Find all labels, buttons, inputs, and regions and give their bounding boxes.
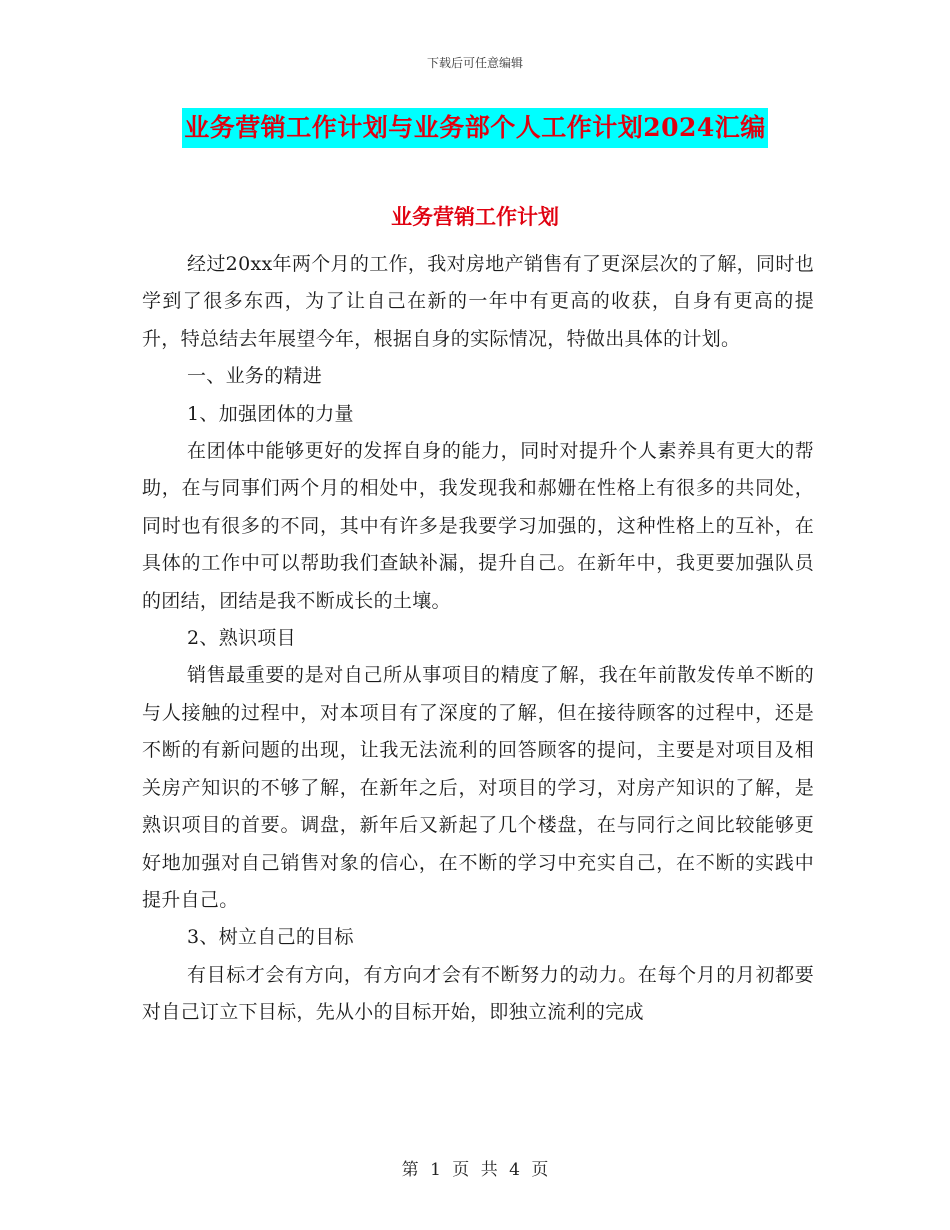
document-title-container: [0, 108, 950, 148]
heading-set-goals: 3、树立自己的目标: [187, 926, 354, 949]
document-body: [142, 246, 814, 1032]
document-title: 业务营销工作计划与业务部个人工作计划2024汇编: [182, 108, 768, 148]
heading-business-advancement: 一、业务的精进: [187, 365, 323, 388]
paragraph-team-strength: 在团体中能够更好的发挥自身的能力，同时对提升个人素养具有更大的帮助，在与同事们两个月的相处中，我发现我和郝姗在性格上有很多的共同处，同时也有很多的不同，其中有许多是我要学习加强的，这种性格上的互补，在具体的工作中可以帮助我们查缺补漏，提升自己。在新年中，我更要加强队员的团结，团结是我不断成长的土壤。: [142, 440, 814, 612]
paragraph-set-goals: 有目标才会有方向，有方向才会有不断努力的动力。在每个月的月初都要对自己订立下目标，先从小的目标开始，即独立流利的完成: [142, 963, 814, 1024]
heading-team-strength: 1、加强团体的力量: [187, 402, 354, 425]
header-note: 下载后可任意编辑: [426, 56, 523, 70]
paragraph-intro: 经过20xx年两个月的工作，我对房地产销售有了更深层次的了解，同时也学到了很多东西，为了让自己在新的一年中有更高的收获，自身有更高的提升，特总结去年展望今年，根据自身的实际情况，特做出具体的计划。: [142, 253, 814, 350]
section-title: 业务营销工作计划: [391, 204, 559, 229]
paragraph-know-project: 销售最重要的是对自己所从事项目的精度了解，我在年前散发传单不断的与人接触的过程中，对本项目有了深度的了解，但在接待顾客的过程中，还是不断的有新问题的出现，让我无法流利的回答顾客的提问，主要是对项目及相关房产知识的不够了解，在新年之后，对项目的学习，对房产知识的了解，是熟识项目的首要。调盘，新年后又新起了几个楼盘，在与同行之间比较能够更好地加强对自己销售对象的信心，在不断的学习中充实自己，在不断的实践中提升自己。: [142, 664, 814, 911]
page-number-footer: 第 1 页 共 4 页: [401, 1160, 549, 1180]
heading-know-project: 2、熟识项目: [187, 627, 296, 650]
